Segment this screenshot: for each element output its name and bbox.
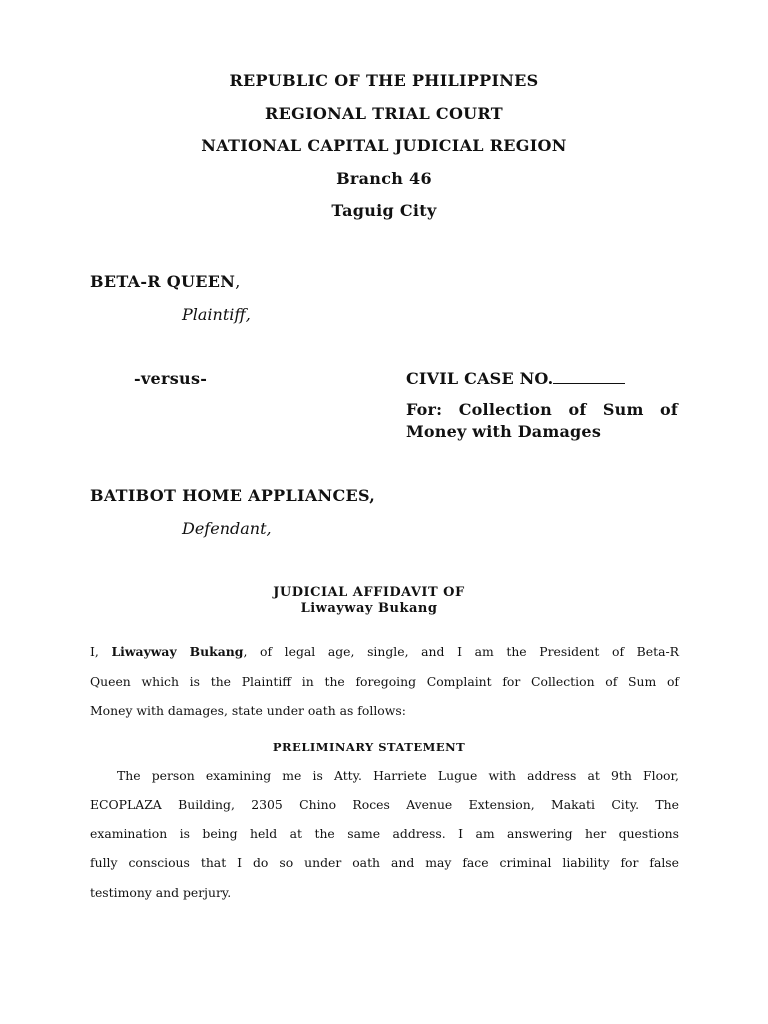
- statement-line-1: The person examining me is Atty. Harriete Lugue with address at 9th Floor,: [117, 768, 679, 783]
- plaintiff-role: Plaintiff,: [182, 305, 251, 324]
- intro-line-3: Money with damages, state under oath as follows:: [90, 703, 406, 718]
- defendant-role: Defendant,: [182, 519, 272, 538]
- affidavit-title: JUDICIAL AFFIDAVIT OF: [273, 585, 465, 600]
- affiant-name-title: Liwayway Bukang: [300, 601, 438, 616]
- intro-line-2: Queen which is the Plaintiff in the foregoing Complaint for Collection of Sum of: [90, 674, 679, 689]
- case-number-blank: [553, 369, 625, 384]
- defendant-name: BATIBOT HOME APPLIANCES,: [90, 486, 376, 505]
- header-region: NATIONAL CAPITAL JUDICIAL REGION: [201, 136, 567, 155]
- header-city: Taguig City: [331, 201, 437, 220]
- case-for-line1: For: Collection of Sum of: [406, 400, 678, 419]
- plaintiff-name: BETA-R QUEEN,: [90, 272, 241, 291]
- section-heading: PRELIMINARY STATEMENT: [272, 740, 466, 754]
- header-branch: Branch 46: [336, 169, 432, 188]
- statement-line-5: testimony and perjury.: [90, 885, 232, 900]
- header-republic: REPUBLIC OF THE PHILIPPINES: [229, 71, 539, 90]
- civil-case-number: CIVIL CASE NO.: [406, 369, 625, 388]
- header-court: REGIONAL TRIAL COURT: [265, 104, 503, 123]
- statement-line-4: fully conscious that I do so under oath and may face criminal liability for false: [90, 855, 679, 870]
- intro-line-1: I, Liwayway Bukang, of legal age, single, and I am the President of Beta-R: [90, 644, 679, 659]
- statement-line-2: ECOPLAZA Building, 2305 Chino Roces Avenue Extension, Makati City. The: [90, 797, 679, 812]
- affiant-name: Liwayway Bukang: [111, 644, 244, 659]
- statement-line-3: examination is being held at the same address. I am answering her questions: [90, 826, 679, 841]
- versus-label: -versus-: [134, 369, 208, 388]
- case-for-line2: Money with Damages: [406, 422, 602, 441]
